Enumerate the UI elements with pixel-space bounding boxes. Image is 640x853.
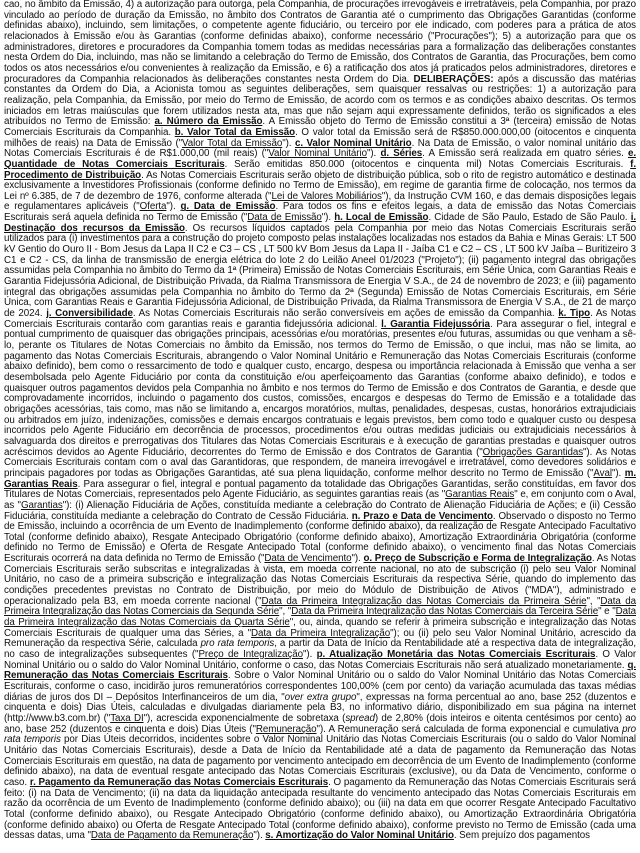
item-o-sep-1: ", "	[586, 595, 601, 607]
item-f-end: ").	[166, 201, 176, 213]
item-q-end: por Dias Úteis decorridos, incidentes sobre o Valor Nominal Unitário das Notas Comerciais Escriturais (ou o saldo do Valor Nominal Unitário das Notas Comerciais Escriturais), desde a Data de Início da Rentabilidade até a data de pagamento da Remuneração das Notas Comerciais Escriturais em questão, na data de pagamento por vencimento antecipado em decorrência de um Evento de Inadimplemento (conforme definido abaixo), na data de eventual resgate antecipado das Notas Comerciais Escriturais (exclusive), ou da Data de Vencimento, conforme o caso.	[4, 734, 636, 788]
item-r-end: ").	[253, 830, 263, 842]
item-o-end: ").	[303, 649, 313, 661]
item-q-sep-4: "). A Remuneração será calculada de forma exponencial e cumulativa	[316, 723, 623, 735]
item-f-text: . As Notas Comerciais Escriturais serão objeto de distribuição pública, sob o rito de registro automático e destinada exclusivamente a Investidores Profissionais (conforme definido no Termo de Emissão), em regime de garantia firme de colocação, nos termos da Lei nº 6.385, de 7 de dezembro de 1976, conforme alterada ("	[4, 169, 636, 202]
item-f-term-lei: Lei de Valores Mobiliários	[271, 190, 382, 202]
document-body	[4, 0, 636, 842]
item-q-text: . Sobre o Valor Nominal Unitário ou o saldo do Valor Nominal Unitário das Notas Comerciais Escriturais, conforme o caso, incidirão juros remuneratórios correspondentes 100,00% (cem por cento) da variação acumulada das taxas médias diárias de juros dos DI – Depósitos Interfinanceiros de um dia, "	[4, 670, 636, 703]
item-m-mid2: "): (i) Alienação Fiduciária de Ações, constituída mediante a celebração do Contrato de Alienação Fiduciária de Ações; e (ii) Cessão Fiduciária, constituída mediante a celebração do Contrato de Cessão Fiduciária.	[4, 499, 636, 522]
item-r-heading: r. Pagamento da Remuneração das Notas Comerciais Escriturais	[29, 776, 329, 788]
item-o-term-3: Data da Primeira Integralização das Notas Comerciais da Terceira Série	[291, 606, 599, 618]
item-f-term-oferta: Oferta	[139, 201, 167, 213]
item-q-heading: q. Remuneração das Notas Comerciais Escriturais	[4, 659, 636, 682]
item-k-heading: k. Tipo	[558, 308, 591, 320]
item-q-term-remuneracao: Remuneração	[255, 723, 317, 735]
item-l-mid: "). As Notas Comerciais Escriturais contam com o aval das Garantidoras, que respondem, de maneira irrevogável e irretratável, como devedores solidários e principais pagadores por todas as Obrigações Garantidas, até sua plena liquidação, conforme melhor descrito no Termo de Emissão ("	[4, 446, 636, 479]
item-l-text: . Para assegurar o fiel, integral e pontual cumprimento de quaisquer das obrigações principais, acessórias e/ou moratórias, presentes e/ou futuras, assumidas ou que venham a sê-lo, perante os Titulares de Notas Comerciais no âmbito da Emissão, nos termos do Termo de Emissão, o que inclui, mas não se limita, ao pagamento das Notas Comerciais Escriturais, abrangendo o Valor Nominal Unitário e Remuneração das Notas Comerciais Escriturais (conforme abaixo definido), bem como o ressarcimento de todo e qualquer custo, encargo, despesa ou importância relacionada à Emissão que venha a ser desembolsada pelo Agente Fiduciário por conta da constituição e/ou aperfeiçoamento das Garantias (conforme abaixo definido), e todos e quaisquer outros pagamentos devidos pela Companhia no âmbito e nos termos do Termo de Emissão e dos Contratos de Garantia, e desde que comprovadamente incorridos, incluindo o pagamento dos custos, comissões, encargos e despesas do Termo de Emissão e a totalidade das obrigações acessórias, tais como, mas não se limitando a, encargos moratórios, multas, penalidades, despesas, custas, honorários extrajudiciais ou arbitrados em juízo, indenizações, comissões e demais encargos contratuais e legais previstos, bem como todo e qualquer custo ou despesa incorridos pelo Agente Fiduciário em decorrência de processos, procedimentos e/ou outras medidas judiciais ou extrajudiciais necessários à salvaguarda dos direitos e prerrogativas dos Titulares das Notas Comerciais Escriturais e à execução de garantias prestadas e quaisquer outros acréscimos devidos ao Agente Fiduciário, decorrentes do Termo de Emissão e dos Contratos de Garantia ("	[4, 318, 636, 458]
item-o-sep-2: ", "	[279, 606, 292, 618]
item-h-heading: h. Local de Emissão	[334, 212, 429, 224]
item-j-heading: j. Conversibilidade	[46, 308, 133, 320]
item-i-text: . Os recursos líquidos captados pela Companhia por meio das Notas Comerciais Escriturais serão utilizados para (i) investimentos para a construção do projeto composto pelas instalações localizadas nos estados da Bahia e Minas Gerais: LT 500 kV Gentio do Ouro II - Bom Jesus da Lapa II C2 e C3 – CS , LT 500 kV Bom Jesus da Lapa II - Jaíba C1 e C2 – CS , LT 500 kV Jaíba – Buritizeiro 3 C1 e C2 - CS, da linha de transmissão de energia elétrica do lote 2 do Leilão Aneel 01/2023 ("Projeto"); (ii) pagamento integral das obrigações assumidas pela Companhia no âmbito do Termo da 1ª (Primeira) Emissão de Notas Comerciais Escriturais, em Série Única, com Garantias Reais e Garantia Fidejussória Adicional, de Distribuição Privada, da Rialma Transmissora de Energia V S.A., de 24 de novembro de 2023; e (iii) pagamento integral das obrigações assumidas pela Companhia no âmbito do Termo da 2ª (Segunda) Emissão de Notas Comerciais Escriturais, em Série Única, com Garantias Reais e Garantia Fidejussória Adicional, de Distribuição Privada, da Rialma Transmissora de Energia V S.A., de 21 de março de 2024.	[4, 222, 636, 320]
item-m-term-reais: Garantias Reais	[445, 489, 515, 501]
item-c-heading: c. Valor Nominal Unitário	[294, 137, 412, 149]
item-c-text: . Na Data de Emissão, o valor nominal unitário das Notas Comerciais Escriturais é de R$1.000,00 (mil reais) ("	[4, 137, 636, 160]
intro-text: cao, no âmbito da Emissão, 4) a autorização para outorga, pela Companhia, de procurações irrevogáveis e irretratáveis, pela Companhia, por prazo vinculado ao período de duração da Emissão, no âmbito dos Contratos de Garantia até o cumprimento das Obrigações Garantidas (conforme definidas abaixo), incluindo, sem limitações, o competente agente fiduciário, ou terceiro por ele indicado, com poderes para a prática de atos relacionados à Emissão e/ou às Garantias (conforme definidas abaixo), conforme necessário ("Procurações"); 5) a autorização para que os administradores, diretores e procuradores da Companhia tomem todas as medidas necessárias para a formalização das deliberações constantes nesta Ordem do Dia, incluindo, mas não se limitando a celebração do Termo de Emissão, dos Contratos de Garantia, das Procurações, bem como todos os atos necessários e/ou convenientes à realização da Emissão, e 6) a ratificação dos atos já praticados pelos administradores, diretores e procuradores da Companhia relacionados às deliberações constantes nesta Ordem do Dia.	[4, 0, 636, 85]
item-n-heading: n. Prazo e Data de Vencimento	[351, 510, 493, 522]
item-i-heading: i. Destinação dos recursos da Emissão	[4, 212, 637, 234]
item-c-end: ").	[366, 148, 377, 160]
item-m-mid1: " e, em conjunto com o Aval, as "	[4, 489, 636, 511]
item-l-term-obrigacoes: Obrigações Garantidas	[482, 446, 584, 458]
item-h-text: . Cidade de São Paulo, Estado de São Paulo.	[428, 212, 628, 224]
item-q-italic-3: pro rata temporis	[4, 723, 636, 746]
item-o-term-2: Data da Primeira Integralização das Notas Comerciais da Segunda Série	[4, 595, 636, 618]
item-o-text: . As Notas Comerciais Escriturais serão subscritas e integralizadas à vista, em moeda corrente nacional, no ato de subscrição (i) pelo seu Valor Nominal Unitário, no caso de a primeira subscrição e integralização das Notas Comerciais Escriturais da respectiva Série, quando do implemento das condições precedentes previstas no Contrato de Distribuição, por meio do Módulo de Distribuição de Ativos ("MDA"), administrado e operacionalizado pela B3, em moeda corrente nacional ("	[4, 553, 636, 607]
item-o-term-6: Preço de Integralização	[198, 649, 303, 661]
item-o-sep-5: "); ou (ii) pelo seu Valor Nominal Unitário, acrescido da Remuneração da respectiva Série, calculada	[4, 627, 636, 650]
item-q-sep-2: "), acrescida exponencialmente de sobretaxa (	[143, 712, 346, 724]
item-s-text: . Sem prejuízo dos pagamentos	[453, 830, 590, 842]
item-o-sep-6: , a partir da Data de Início da Rentabilidade até a respectiva data de integralização, no caso de integralizações subsequentes ("	[4, 638, 636, 661]
item-m-heading: m. Garantias Reais	[4, 467, 636, 490]
item-q-sep-3: ) de 2,80% (dois inteiros e oitenta centésimos por cento) ao ano, base 252 (duzentos e cinquenta e dois) Dias Úteis ("	[4, 712, 637, 735]
item-n-term: Data de Vencimento	[264, 553, 352, 565]
item-r-text: . O pagamento da Remuneração das Notas Comerciais Escriturais será feito: (i) na Data de Vencimento; (ii) na data da liquidação antecipada resultante do vencimento antecipado das Notas Comerciais Escriturais em razão da ocorrência de um Evento de Inadimplemento (conforme definido abaixo); ou (iii) na data em que ocorrer Resgate Antecipado Facultativo Total (conforme definido abaixo), ou Resgate Antecipado Obrigatório (conforme definido abaixo), ou Amortização Extraordinária Obrigatória (conforme definido abaixo) ou Oferta de Resgate Antecipado Total (conforme definido abaixo), conforme previsto no Termo de Emissão (cada uma dessas datas, uma "	[4, 776, 636, 842]
item-o-heading: o. Preço de Subscrição e Forma de Integralização	[363, 553, 592, 565]
item-d-heading: d. Séries	[380, 148, 423, 160]
item-b-term: Valor Total da Emissão	[182, 137, 283, 149]
item-o-term-1: Data da Primeira Integralização das Notas Comerciais da Primeira Série	[261, 595, 587, 607]
item-s-heading: s. Amortização do Valor Nominal Unitário	[265, 830, 454, 842]
item-a-heading: a. Número da Emissão	[154, 116, 263, 128]
item-q-italic-1: over extra grupo	[284, 691, 357, 703]
item-p-text: . O Valor Nominal Unitário ou o saldo do Valor Nominal Unitário, conforme o caso, das Notas Comerciais Escriturais não será atualizado monetariamente.	[4, 649, 636, 671]
item-l-heading: l. Garantia Fidejussória	[381, 318, 490, 330]
item-q-sep-1: ", expressas na forma percentual ao ano, base 252 (duzentos e cinquenta e dois) Dias Úteis, calculadas e divulgadas diariamente pela B3, no informativo diário, disponibilizado em sua página na internet (http://www.b3.com.br) ("	[4, 691, 636, 724]
item-p-heading: p. Atualização Monetária das Notas Comerciais Escriturais	[316, 649, 596, 661]
item-o-sep-4: ", ou, ainda, quando se referir à primeira subscrição e integralização das Notas Comerciais Escriturais de qualquer uma das Séries, a "	[4, 617, 636, 639]
item-n-end: ").	[351, 553, 361, 565]
item-b-text: . O valor total da Emissão será de R$850.000.000,00 (oitocentos e cinquenta milhões de reais) na Data de Emissão ("	[4, 126, 636, 149]
item-k-text: . As Notas Comerciais Escriturais contarão com garantias reais e garantia fidejussória adicional.	[4, 308, 636, 330]
item-g-text: . Para todos os fins e efeitos legais, a data de emissão das Notas Comerciais Escriturais será aquela definida no Termo de Emissão ("	[4, 201, 636, 224]
item-o-term-4: Data da Primeira Integralização das Notas Comerciais da Quarta Série	[4, 606, 636, 629]
item-r-term: Data de Pagamento da Remuneração	[90, 830, 254, 842]
item-e-heading: e. Quantidade de Notas Comerciais Escriturais	[4, 148, 636, 170]
item-o-italic: pro rata temporis	[200, 638, 275, 650]
item-f-heading: f. Procedimento de Distribuição	[4, 158, 636, 181]
item-f-mid: "), da Instrução CVM 160, e das demais disposições legais e regulamentares aplicáveis ("	[4, 190, 637, 213]
item-l-end: ").	[611, 467, 622, 479]
item-q-italic-2: spread	[345, 712, 375, 724]
item-n-text: . Observado o disposto no Termo de Emissão, incluindo a ocorrência de um Evento de Inadimplemento (conforme definido abaixo), da realização de Resgate Antecipado Facultativo Total (conforme definido abaixo), Resgate Antecipado Obrigatório (conforme definido abaixo), Amortização Extraordinária Obrigatória (conforme definido no Termo de Emissão) e Oferta de Resgate Antecipado Total (conforme definido abaixo), o vencimento final das Notas Comerciais Escriturais ocorrerá na data definida no Termo de Emissão ("	[4, 510, 636, 565]
item-d-text: . A Emissão será realizada em quatro séries.	[422, 148, 624, 160]
item-c-term: Valor Nominal Unitário	[268, 148, 367, 160]
item-b-heading: b. Valor Total da Emissão	[174, 126, 296, 138]
item-m-term-garantias: Garantias	[20, 499, 63, 511]
item-o-term-5: Data da Primeira Integralização	[251, 627, 391, 639]
item-q-term-taxa-di: Taxa DI	[110, 712, 144, 724]
deliberacoes-heading: DELIBERAÇÕES:	[413, 73, 494, 85]
item-g-end: ").	[321, 212, 331, 224]
item-g-term: Data de Emissão	[247, 212, 322, 224]
item-l-term-aval: Aval	[593, 467, 612, 479]
item-a-text: . A Emissão objeto do Termo de Emissão constitui a 3ª (terceira) emissão de Notas Comerciais Escriturais da Companhia.	[4, 116, 636, 138]
deliberacoes-text: após a discussão das matérias constantes da Ordem do Dia, a Acionista tomou as seguintes deliberações, sem quaisquer ressalvas ou restrições: 1) a autorização para realização, pela Companhia, da Emissão, por meio do Termo de Emissão, de acordo com os termos e as condições abaixo descritas. Os termos iniciados em letras maiúsculas que forem utilizados nesta ata, mas que não sejam aqui expressamente definidos, terão os significados a eles atribuídos no Termo de Emissão:	[4, 73, 636, 128]
item-o-sep-3: " e "	[598, 606, 616, 618]
item-e-text: . Serão emitidas 850.000 (oitocentos e cinquenta mil) Notas Comerciais Escriturais.	[224, 158, 624, 170]
item-j-text: . As Notas Comerciais Escriturais não serão conversíveis em ações de emissão da Companhia.	[132, 308, 555, 320]
item-g-heading: g. Data de Emissão	[180, 201, 276, 213]
item-b-end: ").	[282, 137, 292, 149]
item-m-text: . Para assegurar o fiel, integral e pontual pagamento da totalidade das Obrigações Garantidas, serão constituídas, em favor dos Titulares de Notas Comerciais, representados pelo Agente Fiduciário, as seguintes garantias reais (as "	[4, 478, 636, 501]
